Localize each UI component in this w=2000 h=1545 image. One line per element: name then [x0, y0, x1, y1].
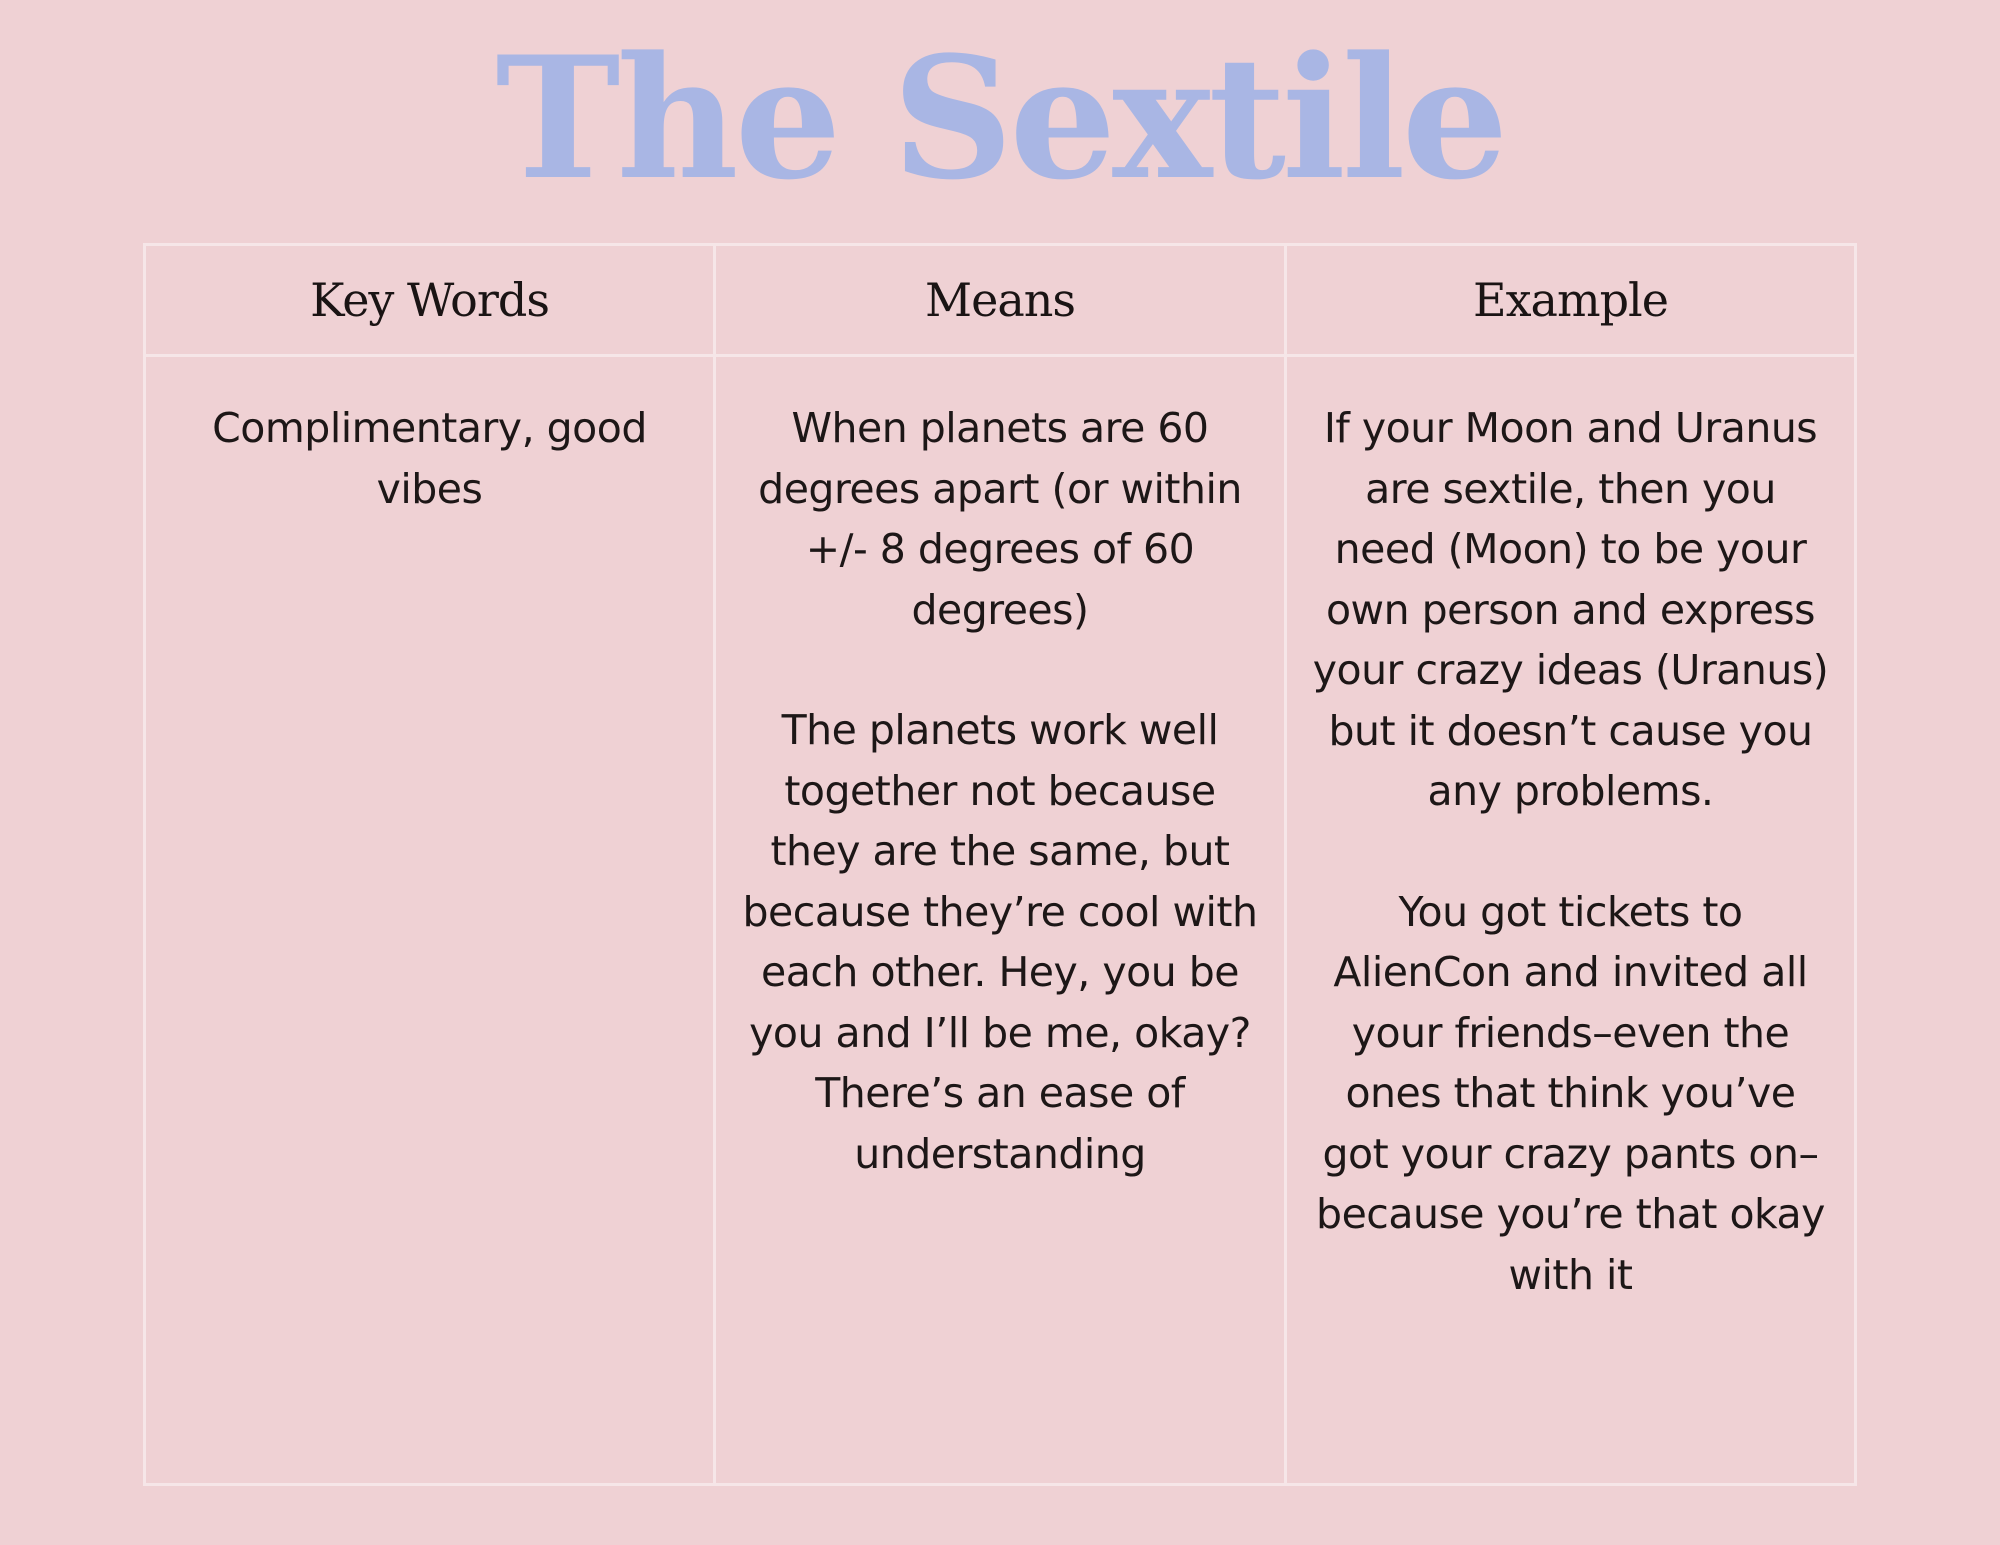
means-paragraph: When planets are 60 degrees apart (or within +/- 8 degrees of 60 degrees) [758, 404, 1242, 634]
key-words-text: Complimentary, good vibes [212, 404, 647, 513]
example-cell [1287, 398, 1854, 1305]
sextile-table [143, 243, 1857, 1486]
header-means: Means [925, 273, 1075, 327]
key-words-cell [186, 398, 673, 519]
header-key-words: Key Words [310, 273, 549, 327]
page-title: The Sextile [495, 19, 1505, 217]
example-paragraph: You got tickets to AlienCon and invited all your friends–even the ones that think you’ve got your crazy pants on–because you’re that okay with it [1316, 887, 1825, 1299]
example-paragraph: If your Moon and Uranus are sextile, then you need (Moon) to be your own person and express your crazy ideas (Uranus) but it doesn’t cause you any problems. [1312, 404, 1829, 815]
header-example: Example [1473, 273, 1668, 327]
means-cell [716, 398, 1284, 1184]
header-divider [146, 354, 1854, 357]
means-paragraph: The planets work well together not because they are the same, but because they’re cool with each other. Hey, you be you and I’ll be me, okay? There’s an ease of understanding [742, 706, 1258, 1178]
